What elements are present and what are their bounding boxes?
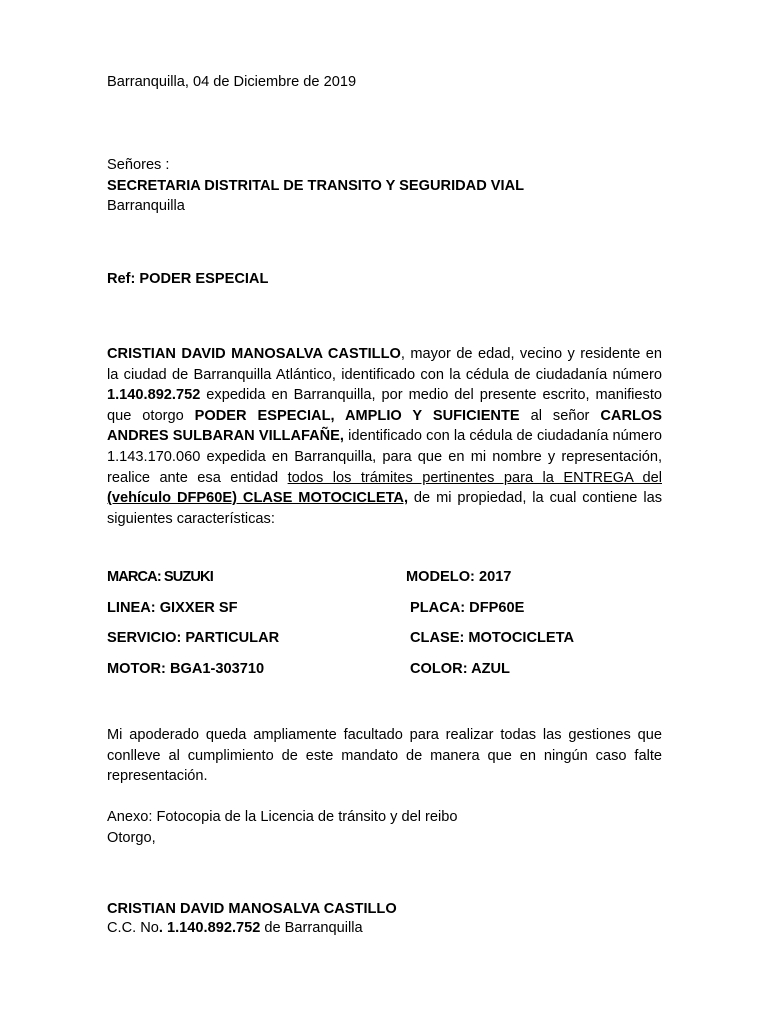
spec-modelo: MODELO: 2017 — [406, 569, 512, 585]
signature-id-suffix: de Barranquilla — [260, 920, 363, 936]
signature-id-prefix: C.C. No — [107, 920, 159, 936]
closing-line: Otorgo, — [107, 830, 156, 846]
power-type: PODER ESPECIAL, AMPLIO Y SUFICIENTE — [194, 407, 520, 424]
recipient-entity: SECRETARIA DISTRITAL DE TRANSITO Y SEGURIDAD VIAL — [107, 178, 525, 194]
spec-linea: LINEA: GIXXER SF — [107, 600, 238, 616]
spec-motor: MOTOR: BGA1-303710 — [107, 661, 265, 677]
salutation: Señores : — [107, 157, 170, 173]
spec-color: COLOR: AZUL — [410, 661, 510, 677]
body-text-4: identificado con la cédula de ciudadanía número 1.143.170.060 expedida en Barranquilla, para que en mi nombre y representación, realice ante esa entidad — [107, 428, 663, 486]
spec-marca: MARCA: SUZUKI — [107, 569, 213, 585]
spec-clase: CLASE: MOTOCICLETA — [410, 630, 575, 646]
body-text-3: al señor — [519, 407, 601, 424]
spec-placa: PLACA: DFP60E — [410, 600, 525, 616]
main-paragraph — [107, 344, 662, 529]
signature-name: CRISTIAN DAVID MANOSALVA CASTILLO — [107, 901, 397, 917]
signature-id-number: . 1.140.892.752 — [158, 920, 261, 936]
date-line: Barranquilla, 04 de Diciembre de 2019 — [107, 74, 357, 90]
annex-line: Anexo: Fotocopia de la Licencia de tránsito y del reibo — [107, 809, 458, 825]
body-text-6: de mi propiedad, la cual contiene las siguientes características: — [107, 490, 662, 527]
mandate-paragraph: Mi apoderado queda ampliamente facultado para realizar todas las gestiones que conlleve al cumplimiento de este mandato de manera que en ningún caso falte representación. — [107, 727, 662, 785]
vehicle-text: (vehículo DFP60E) CLASE MOTOCICLETA, — [107, 490, 409, 507]
reference-line: Ref: PODER ESPECIAL — [107, 271, 269, 287]
procedures-text: todos los trámites pertinentes para la ENTREGA del — [287, 469, 662, 486]
grantor-name: CRISTIAN DAVID MANOSALVA CASTILLO — [107, 346, 401, 362]
attorney-name: CARLOS ANDRES SULBARAN VILLAFAÑE, — [107, 407, 663, 445]
recipient-city: Barranquilla — [107, 198, 185, 214]
spec-servicio: SERVICIO: PARTICULAR — [107, 630, 280, 646]
signature-id-line — [107, 918, 363, 938]
body-text-2: expedida en Barranquilla, por medio del presente escrito, manifiesto que otorgo — [107, 387, 662, 424]
body-text-1: , mayor de edad, vecino y residente en la ciudad de Barranquilla Atlántico, identificado con la cédula de ciudadanía número — [107, 346, 662, 383]
grantor-id: 1.140.892.752 — [107, 387, 201, 404]
